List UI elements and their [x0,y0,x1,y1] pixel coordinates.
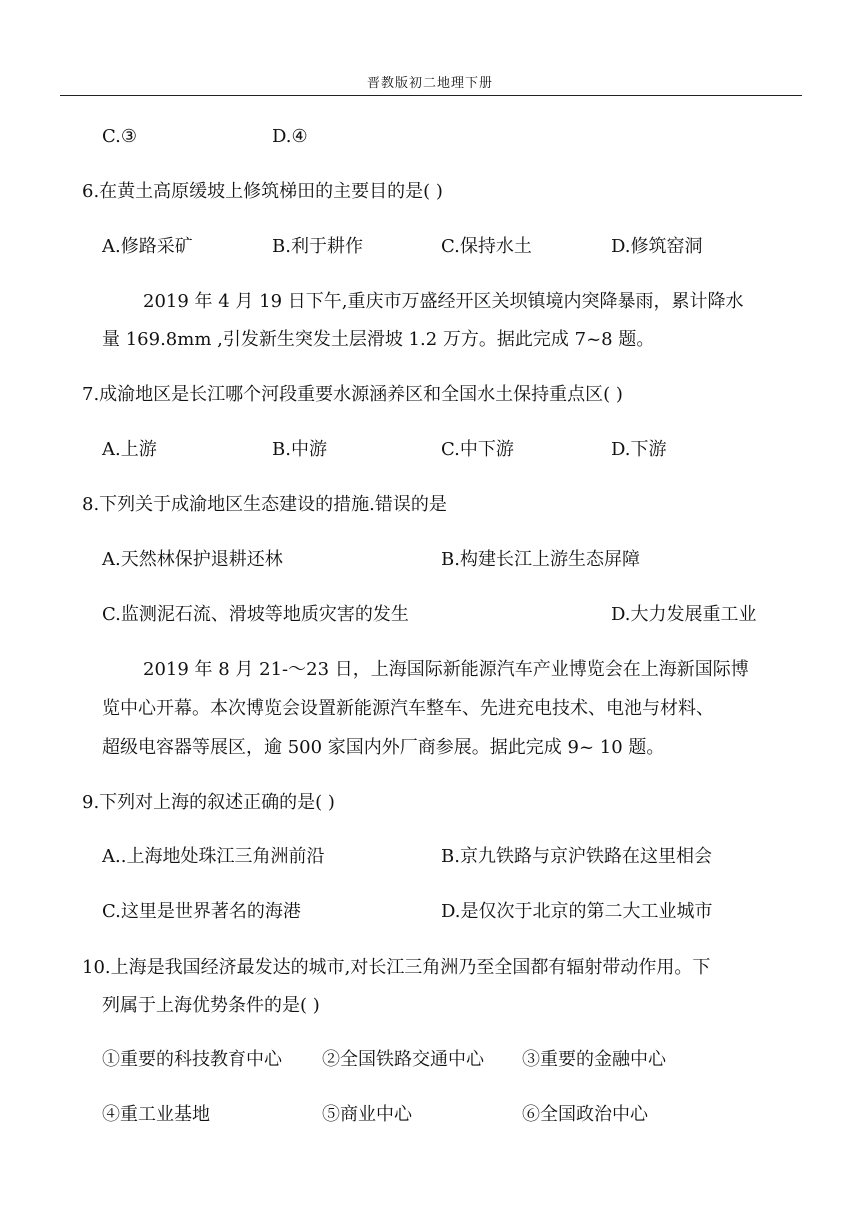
q8-option-d: D.大力发展重工业 [611,604,757,625]
q10-stem-line1: 10.上海是我国经济最发达的城市,对长江三角洲乃至全国都有辐射带动作用。下 [82,957,711,978]
q10-stem-line2: 列属于上海优势条件的是( ) [102,995,320,1016]
q5-option-c: C.③ [102,126,137,147]
q9-option-b: B.京九铁路与京沪铁路在这里相会 [441,846,712,867]
q6-option-c: C.保持水土 [441,236,532,257]
q10-option-1: ①重要的科技教育中心 [102,1049,282,1070]
q10-option-6: ⑥全国政治中心 [522,1104,648,1125]
header-rule [60,95,802,96]
q8-option-a: A.天然林保护退耕还林 [102,549,283,570]
q7-option-c: C.中下游 [441,439,514,460]
q10-option-2: ②全国铁路交通中心 [322,1049,484,1070]
q9-option-d: D.是仅次于北京的第二大工业城市 [441,901,713,922]
q6-stem: 6.在黄土高原缓坡上修筑梯田的主要目的是( ) [82,181,443,202]
q6-option-d: D.修筑窑洞 [611,236,703,257]
passage2-line2: 览中心开幕。本次博览会设置新能源汽车整车、先进充电技术、电池与材料、 [102,698,714,719]
q9-stem: 9.下列对上海的叙述正确的是( ) [82,792,335,813]
q10-option-4: ④重工业基地 [102,1104,210,1125]
q6-option-a: A.修路采矿 [102,236,193,257]
q6-option-b: B.利于耕作 [272,236,363,257]
passage2-line1: 2019 年 8 月 21-～23 日，上海国际新能源汽车产业博览会在上海新国际博 [143,659,749,680]
q9-option-a: A..上海地处珠江三角洲前沿 [102,846,325,867]
q10-option-5: ⑤商业中心 [322,1104,412,1125]
passage1-line1: 2019 年 4 月 19 日下午,重庆市万盛经开区关坝镇境内突降暴雨，累计降水 [143,291,744,312]
passage1-line2: 量 169.8mm ,引发新生突发土层滑坡 1.2 万方。据此完成 7~8 题。 [102,329,655,350]
q8-stem: 8.下列关于成渝地区生态建设的措施.错误的是 [82,494,447,515]
q7-option-a: A.上游 [102,439,157,460]
q7-option-b: B.中游 [272,439,327,460]
q8-option-b: B.构建长江上游生态屏障 [441,549,640,570]
q5-option-d: D.④ [272,126,308,147]
passage2-line3: 超级电容器等展区，逾 500 家国内外厂商参展。据此完成 9~ 10 题。 [102,737,665,758]
page-header: 晋教版初二地理下册 [366,76,493,91]
q7-option-d: D.下游 [611,439,667,460]
q10-option-3: ③重要的金融中心 [522,1049,666,1070]
q7-stem: 7.成渝地区是长江哪个河段重要水源涵养区和全国水土保持重点区( ) [82,384,623,405]
q8-option-c: C.监测泥石流、滑坡等地质灾害的发生 [102,604,409,625]
q9-option-c: C.这里是世界著名的海港 [102,901,301,922]
